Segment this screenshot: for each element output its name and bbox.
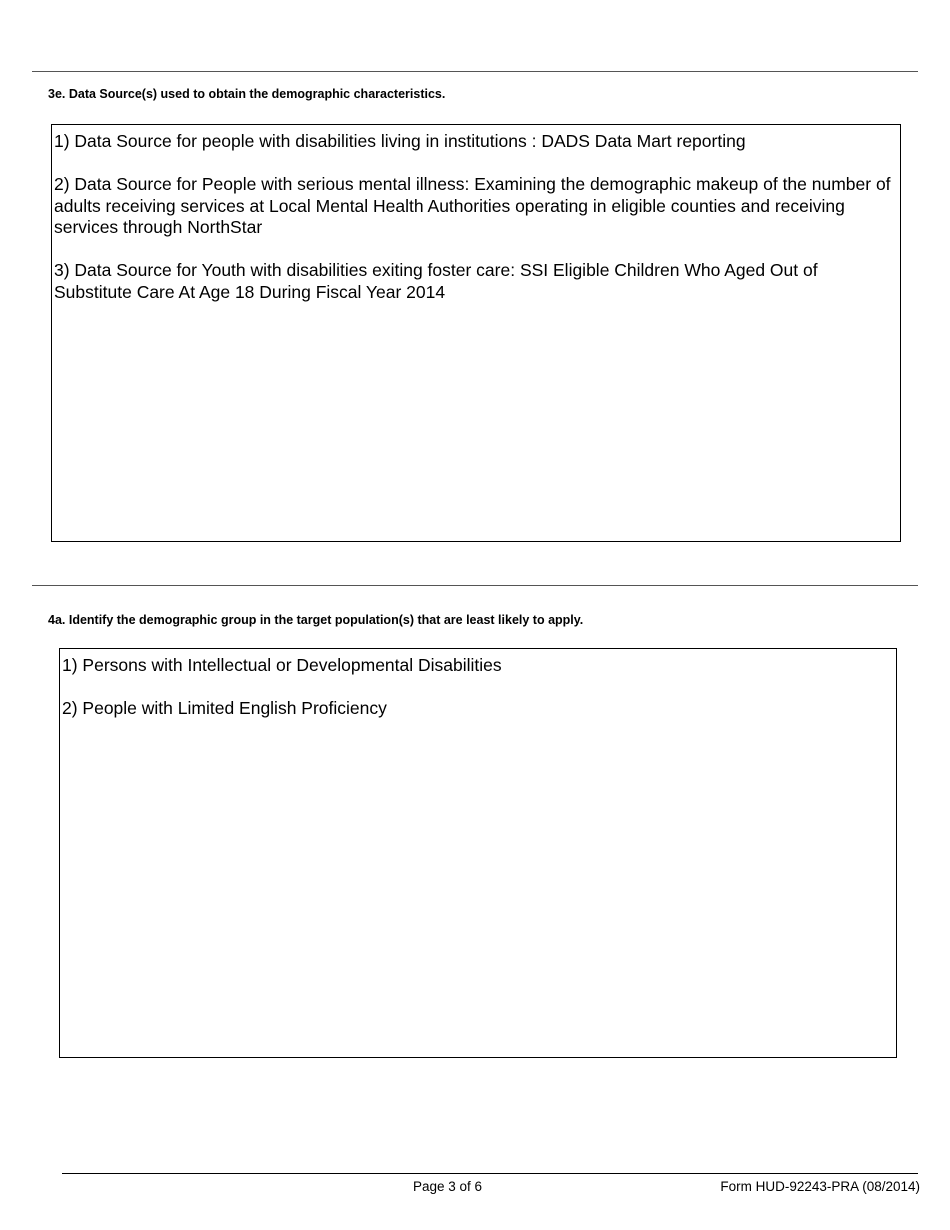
- section-3e-item-1: 1) Data Source for people with disabilities living in institutions : DADS Data Mart reporting: [54, 131, 746, 151]
- page-number: Page 3 of 6: [413, 1179, 483, 1194]
- section-4a-item-2: 2) People with Limited English Proficiency: [62, 698, 387, 718]
- section-4a-item-1: 1) Persons with Intellectual or Developmental Disabilities: [62, 655, 502, 675]
- section-3e-label: 3e. Data Source(s) used to obtain the demographic characteristics.: [48, 87, 446, 101]
- section-3e-divider: [32, 71, 918, 72]
- footer-divider: [62, 1173, 918, 1174]
- section-3e-text-box[interactable]: [51, 124, 901, 542]
- form-id: Form HUD-92243-PRA (08/2014): [720, 1179, 920, 1194]
- section-3e-item-3: 3) Data Source for Youth with disabilities exiting foster care: SSI Eligible Children Who Aged Out of Substitute Care At Age 18 During Fiscal Year 2014: [54, 260, 818, 302]
- section-3e-item-2: 2) Data Source for People with serious mental illness: Examining the demographic makeup of the number of adults receiving services at Local Mental Health Authorities operating in eligible counties and receiving services through NorthStar: [54, 174, 891, 237]
- section-4a-label: 4a. Identify the demographic group in the target population(s) that are least likely to apply.: [48, 613, 584, 627]
- section-4a-divider: [32, 585, 918, 586]
- section-4a-text-box[interactable]: [59, 648, 897, 1058]
